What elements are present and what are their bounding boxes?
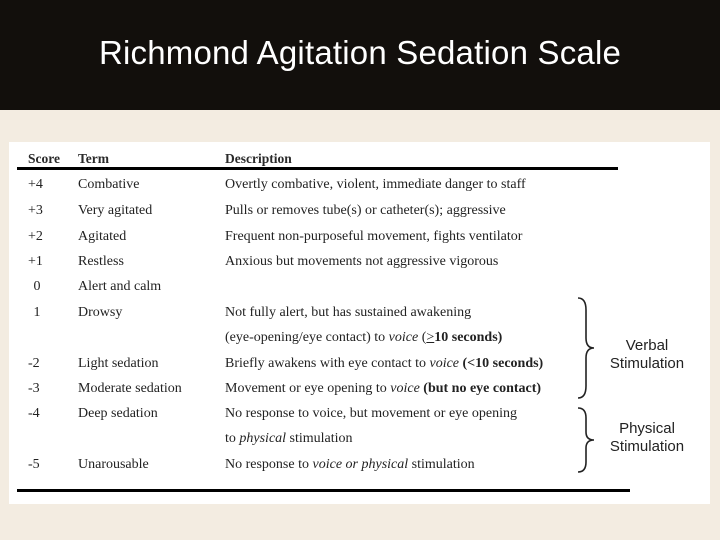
description-cell: Movement or eye opening to voice (but no eye contact) <box>225 381 542 396</box>
score-cell: -2 <box>28 356 40 371</box>
term-cell: Combative <box>78 177 140 192</box>
description-cell: (eye-opening/eye contact) to voice (>10 seconds) <box>225 330 503 345</box>
slide-title: Richmond Agitation Sedation Scale <box>98 34 622 71</box>
description-cell: Anxious but movements not aggressive vigorous <box>225 254 499 269</box>
term-cell: Moderate sedation <box>78 381 182 396</box>
description-cell: Frequent non-purposeful movement, fights ventilator <box>225 229 523 244</box>
header-score: Score <box>28 151 60 166</box>
description-cell: No response to voice, but movement or eye opening <box>225 406 517 421</box>
physical-stimulation-label <box>598 420 696 456</box>
score-cell: +4 <box>28 177 43 192</box>
verbal-stimulation-label <box>598 337 696 373</box>
term-cell: Deep sedation <box>78 406 158 421</box>
score-cell: 0 <box>33 279 41 294</box>
score-cell: 1 <box>33 305 41 320</box>
physical-group-brace <box>572 406 598 474</box>
term-cell: Agitated <box>78 229 127 244</box>
description-cell: Briefly awakens with eye contact to voice (<10 seconds) <box>225 356 544 371</box>
table-top-rule <box>17 167 618 170</box>
verbal-group-brace <box>572 296 598 400</box>
score-cell: +2 <box>28 229 43 244</box>
verbal-label-line1: Verbal <box>625 337 669 354</box>
score-cell: -4 <box>28 406 40 421</box>
term-cell: Alert and calm <box>78 279 162 294</box>
verbal-label-line2: Stimulation <box>609 355 685 372</box>
physical-label-line1: Physical <box>619 420 675 437</box>
term-cell: Light sedation <box>78 356 159 371</box>
description-cell: to physical stimulation <box>225 431 353 446</box>
term-cell: Very agitated <box>78 203 153 218</box>
term-cell: Drowsy <box>78 305 123 320</box>
description-cell: No response to voice or physical stimulation <box>225 457 475 472</box>
header-description: Description <box>225 151 292 166</box>
description-cell: Not fully alert, but has sustained awakening <box>225 305 472 320</box>
physical-label-line2: Stimulation <box>609 438 685 455</box>
description-cell: Overtly combative, violent, immediate danger to staff <box>225 177 526 192</box>
table-bottom-rule <box>17 489 630 492</box>
header-term: Term <box>78 151 109 166</box>
term-cell: Restless <box>78 254 124 269</box>
score-cell: -5 <box>28 457 40 472</box>
score-cell: +3 <box>28 203 43 218</box>
term-cell: Unarousable <box>78 457 149 472</box>
score-cell: -3 <box>28 381 40 396</box>
title-bar <box>0 0 720 110</box>
description-cell: Pulls or removes tube(s) or catheter(s); aggressive <box>225 203 506 218</box>
score-cell: +1 <box>28 254 43 269</box>
